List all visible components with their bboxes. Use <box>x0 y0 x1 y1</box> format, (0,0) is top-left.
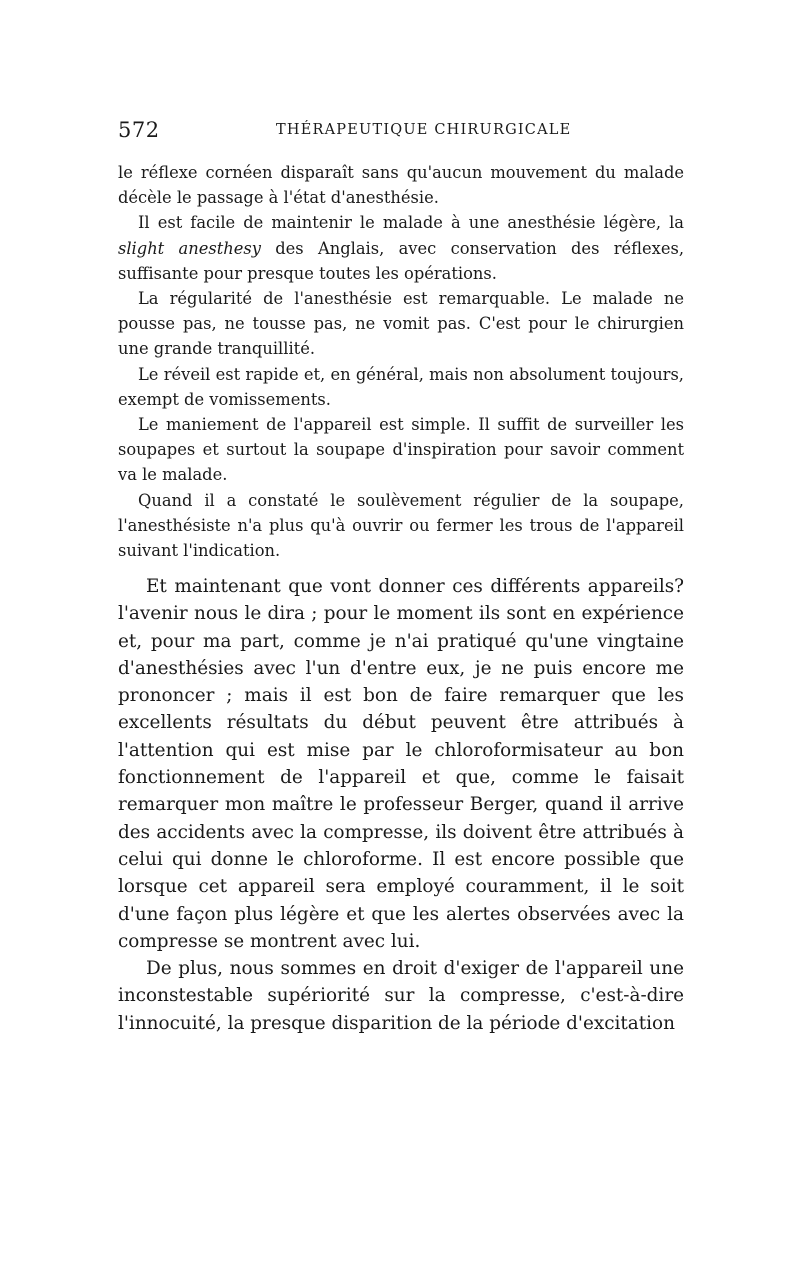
paragraph-valve: Quand il a constaté le soulèvement régulier de la soupape, l'anesthésiste n'a plus qu'à ouvrir ou fermer les trous de l'appareil suivant l'indication. <box>118 490 684 561</box>
paragraph-future: Et maintenant que vont donner ces différents appareils? l'avenir nous le dira ; pour le moment ils sont en expérience et, pour ma part, comme je n'ai pratiqué qu'une vingtaine d'anesthésies avec l'un d'entre eux, je ne puis encore me prononcer ; mais il est bon de faire remarquer que les excellents résultats du début peuvent être attribués à l'attention qui est mise par le chloroformisateur au bon fonctionnement de l'appareil et que, comme le faisait remarquer mon maître le professeur Berger, quand il arrive des accidents avec la compresse, ils doivent être attribués à celui qui donne le chloroforme. Il est encore possible que lorsque cet appareil sera employé couramment, il le soit d'une façon plus légère et que les alertes observées avec la compresse se montrent avec lui. <box>118 576 684 952</box>
paragraph-handling: Le maniement de l'appareil est simple. Il suffit de surveiller les soupapes et surtout la soupape d'inspiration pour savoir comment va le malade. <box>118 415 684 485</box>
paragraph-text: Il est facile de maintenir le malade à une anesthésie légère, la <box>138 213 684 233</box>
paragraph-continuation: le réflexe cornéen disparaît sans qu'aucun mouvement du malade décèle le passage à l'état d'anesthésie. <box>118 163 684 208</box>
paragraph-superiority: De plus, nous sommes en droit d'exiger de l'appareil une inconstestable supériorité sur la compresse, c'est-à-dire l'innocuité, la presque disparition de la période d'excitation <box>118 958 684 1034</box>
small-text-block <box>118 160 684 563</box>
large-text-block <box>118 573 684 1037</box>
running-title: THÉRAPEUTIQUE CHIRURGICALE <box>276 122 572 138</box>
paragraph-awakening: Le réveil est rapide et, en général, mais non absolument toujours, exempt de vomissements. <box>118 364 684 409</box>
paragraph-regularity: La régularité de l'anesthésie est remarquable. Le malade ne pousse pas, ne tousse pas, ne vomit pas. C'est pour le chirurgien une grande tranquillité. <box>118 289 684 359</box>
page-header <box>118 118 686 146</box>
italic-term: slight anesthesy <box>118 238 261 258</box>
page-number: 572 <box>118 118 160 142</box>
paragraph-light-anesthesia <box>118 210 684 286</box>
paragraph-text: des Anglais, avec conservation des réflexes, suffisante pour presque toutes les opérations. <box>118 238 684 283</box>
